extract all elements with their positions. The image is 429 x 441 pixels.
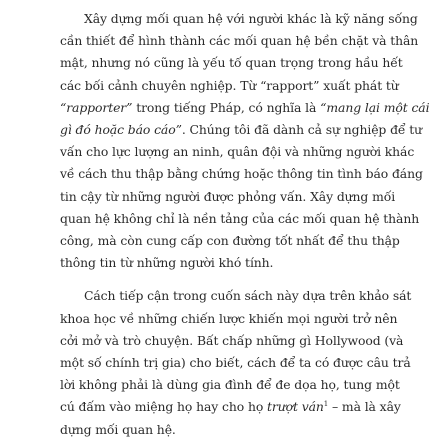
text-line bbox=[60, 141, 415, 163]
text-run: trong tiếng Pháp, có nghĩa là bbox=[132, 99, 321, 115]
text-line bbox=[60, 119, 423, 141]
text-line bbox=[60, 330, 404, 352]
text-line bbox=[60, 8, 418, 30]
italic-text: trượt ván bbox=[267, 399, 324, 415]
text-run: cởi mở và trò chuyện. Bất chấp những gì Hollywood (và bbox=[60, 332, 404, 348]
text-line bbox=[60, 308, 398, 330]
text-line bbox=[60, 230, 400, 252]
text-line bbox=[60, 186, 396, 208]
text-run: thông tin từ những người khó tính. bbox=[60, 255, 274, 271]
paragraph bbox=[60, 285, 412, 440]
italic-text: “rapporter” bbox=[60, 99, 133, 115]
text-run: lời không phải là dùng gia đình để đe dọa họ, tung một bbox=[60, 377, 400, 393]
text-run: vấn cho lực lượng an ninh, quân đội và những người khác bbox=[60, 144, 415, 160]
text-line bbox=[60, 75, 399, 97]
text-line bbox=[60, 52, 403, 74]
text-run: dựng mối quan hệ. bbox=[60, 421, 176, 437]
text-run: cần thiết để hình thành các mối quan hệ bền chặt và thân bbox=[60, 33, 419, 49]
text-run: cú đấm vào miệng họ hay cho họ bbox=[60, 399, 268, 415]
text-run: Xây dựng mối quan hệ với người khác là kỹ năng sống bbox=[84, 11, 418, 26]
text-line bbox=[60, 396, 401, 418]
text-run: công, mà còn cung cấp con đường tốt nhất để thu thập bbox=[60, 233, 400, 249]
footnote-marker: 1 bbox=[323, 400, 329, 409]
paragraph bbox=[60, 8, 429, 274]
text-line bbox=[60, 208, 420, 230]
text-run: tin cậy từ những người được phỏng vấn. Xây dựng mối bbox=[60, 188, 396, 204]
text-run: Cách tiếp cận trong cuốn sách này dựa trên khảo sát bbox=[84, 288, 412, 304]
text-line bbox=[60, 30, 419, 52]
italic-text: gì đó hoặc báo cáo” bbox=[60, 122, 182, 138]
text-line bbox=[60, 285, 412, 307]
text-line bbox=[60, 419, 364, 441]
text-line bbox=[60, 97, 429, 119]
italic-text: “mang lại một cái bbox=[320, 99, 429, 115]
text-run: mật, nhưng nó cũng là yếu tố quan trọng trong hầu hết bbox=[60, 55, 403, 71]
text-run: quan hệ không chỉ là nền tảng của các mối quan hệ thành bbox=[60, 210, 420, 226]
text-line bbox=[60, 352, 411, 374]
text-run: khoa học về những chiến lược khiến mọi người trở nên bbox=[60, 310, 398, 326]
text-line bbox=[60, 374, 400, 396]
text-line bbox=[60, 163, 423, 185]
text-run: về cách thu thập bằng chứng hoặc thông tin tình báo đáng bbox=[60, 166, 423, 182]
text-run: các bối cảnh chuyên nghiệp. Từ “rapport” xuất phát từ bbox=[60, 77, 399, 93]
text-run: một số chính trị gia) cho biết, cách để ta có được câu trả bbox=[60, 355, 411, 371]
text-line bbox=[60, 252, 364, 274]
text-run: . Chúng tôi đã dành cả sự nghiệp để tư bbox=[181, 122, 423, 138]
text-run: – mà là xây bbox=[328, 399, 401, 415]
